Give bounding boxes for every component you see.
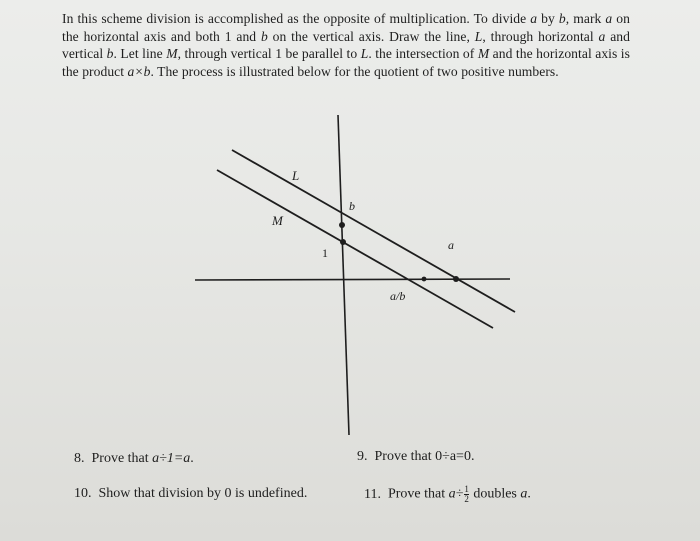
intro-text: and the horizontal axis is the product [62,46,630,79]
fraction-numerator: 1 [464,484,469,494]
var-M: M [166,46,178,62]
var-M: M [477,46,490,62]
fraction-one-half [464,485,469,504]
problem-expression: a÷1=a [152,451,191,466]
label-L: L [292,168,300,183]
problem-text: Show that division by 0 is undefined. [98,486,308,501]
label-1: 1 [322,246,328,260]
problem-9 [357,449,474,465]
problem-period: . [190,451,194,466]
var-L: L [474,28,483,44]
problem-10 [74,486,307,502]
problem-expression: 0÷a=0 [435,449,471,464]
var-a: a [598,28,606,44]
intro-text: In this scheme division is accomplished as the opposite of multiplication. To divide [62,11,531,26]
label-quotient: a/b [390,289,406,303]
intro-text: . Let line [113,46,167,62]
problem-text: Prove that [374,449,436,464]
problem-text: Prove that [91,451,153,466]
label-b: b [349,199,355,213]
problem-period: . [470,449,475,464]
horizontal-axis [195,279,510,280]
var-b: b [558,11,566,26]
intro-text: on the horizontal axis and both 1 and [62,11,630,44]
label-a: a [448,238,454,252]
intro-text: , through horizontal [482,28,599,44]
var-L: L [360,46,369,62]
intro-text: by [537,11,559,26]
var-a: a [530,11,538,26]
intro-text: , through vertical 1 be parallel to [177,46,361,62]
vertical-axis [338,115,349,435]
intro-text: and vertical [62,28,631,62]
label-M: M [272,213,283,228]
intro-text: on the vertical axis. Draw the line, [267,28,475,44]
fraction-denominator: 2 [464,494,469,504]
problem-number: 8. [74,451,85,466]
problem-number: 11. [364,486,381,502]
var-b: b [106,46,114,62]
line-L [232,150,515,312]
problem-number: 10. [74,486,92,501]
problem-text: doubles [469,486,521,502]
point-quotient [422,277,427,282]
point-b [339,222,345,228]
problem-period: . [527,486,531,502]
intro-text: . The process is illustrated below for the quotient of two positive numbers. [150,63,559,79]
problem-11 [364,485,531,504]
var-a: a [605,11,613,26]
problem-expression: a÷ [448,486,464,502]
intro-text: , mark [565,11,606,26]
problem-number: 9. [357,449,368,464]
var-b: b [260,28,268,44]
product-expression: a×b [127,63,151,79]
problem-text: Prove that [387,486,449,502]
intro-text: . the intersection of [368,46,478,62]
problem-8 [74,451,194,467]
point-a [453,276,459,282]
problem-variable: a [520,486,528,502]
point-1 [340,239,346,245]
